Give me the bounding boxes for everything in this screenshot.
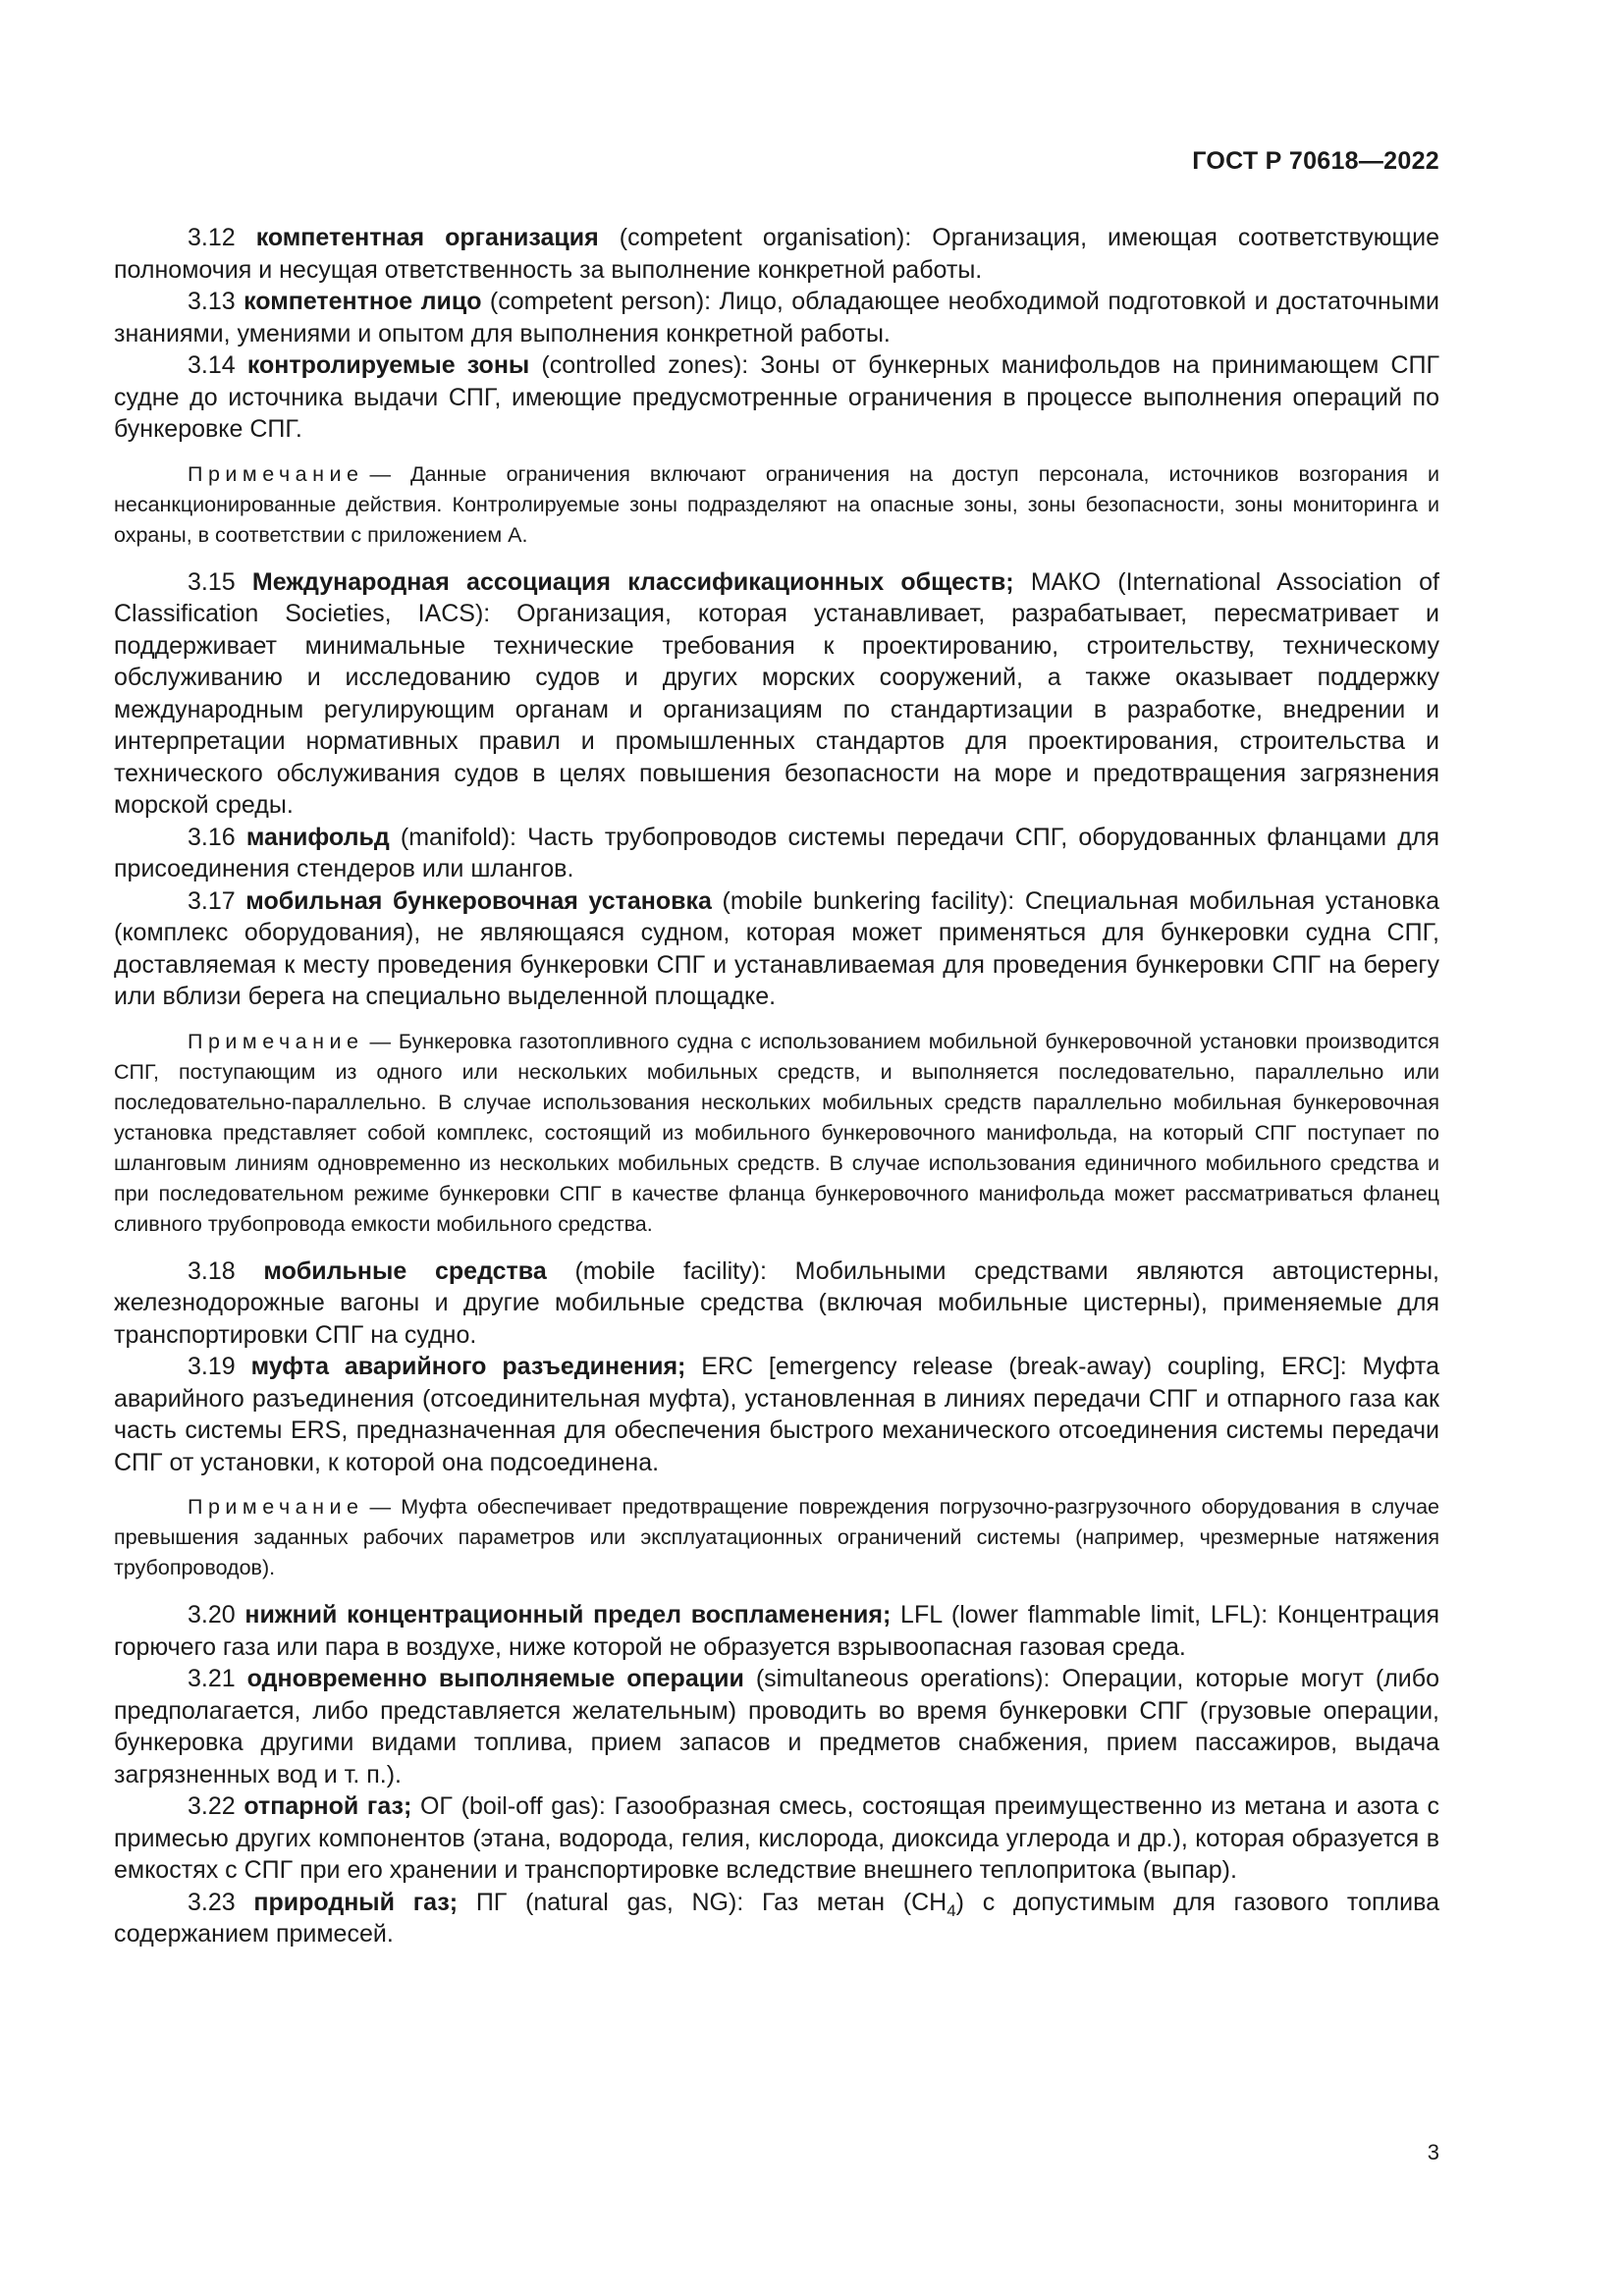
formula-subscript: 4 bbox=[947, 1900, 956, 1920]
term-3-19 bbox=[114, 1351, 1439, 1478]
term-definition: МАКО (International Association of Classification Societies, IACS): Организация, которая устанавливает, разрабатывает, пересматривает и поддерживает минимальные технические требования к проектированию, строительству, техническому обслуживанию и исследованию судов и других морских сооружений, а также оказывает поддержку международным регулирующим органам и организациям по стандартизации в разработке, внедрении и интерпретации нормативных правил и промышленных стандартов для проектирования, строительства и технического обслуживания судов в целях повышения безопасности на море и предотвращения загрязнения морской среды. bbox=[114, 567, 1440, 819]
term-name: компетентная организация bbox=[255, 224, 599, 251]
note-text: — Бункеровка газотопливного судна с использованием мобильной бункеровочной установки производится СПГ, поступающим из одного или нескольких мобильных средств, и выполняется последовательно, параллельно или последовательно-параллельно. В случае использования нескольких мобильных средств параллельно мобильная бункеровочная установка представляет собой комплекс, состоящий из мобильного бункеровочного манифольда, на который СПГ поступает по шланговым линиям одновременно из нескольких мобильных средств. В случае использования единичного мобильного средства и при последовательном режиме бункеровки СПГ в качестве фланца бункеровочного манифольда может рассматриваться фланец сливного трубопровода емкости мобильного средства. bbox=[114, 1029, 1439, 1236]
term-name: контролируемые зоны bbox=[246, 351, 530, 379]
note-label: Примечание bbox=[188, 1495, 364, 1519]
term-3-14 bbox=[114, 349, 1439, 446]
term-number: 3.21 bbox=[188, 1665, 236, 1692]
term-number: 3.20 bbox=[188, 1601, 236, 1629]
term-definition: (simultaneous operations): Операции, которые могут (либо предполагается, либо представляется желательным) проводить во время бункеровки СПГ (грузовые операции, бункеровка другими видами топлива, прием запасов и предметов снабжения, прием пассажиров, выдача загрязненных вод и т. п.). bbox=[114, 1665, 1439, 1789]
note-text: — Данные ограничения включают ограничения на доступ персонала, источников возгорания и несанкционированные действия. Контролируемые зоны подразделяют на опасные зоны, зоны безопасности, зоны мониторинга и охраны, в соответствии с приложением А. bbox=[114, 461, 1439, 547]
term-definition: (mobile bunkering facility): Специальная мобильная установка (комплекс оборудования), не являющаяся судном, которая может применяться для бункеровки судна СПГ, доставляемая к месту проведения бункеровки СПГ и устанавливаемая для проведения бункеровки СПГ на берегу или вблизи берега на специально выделенной площадке. bbox=[114, 886, 1439, 1010]
term-definition: ERC [emergency release (break-away) coupling, ERC]: Муфта аварийного разъединения (отсоединительная муфта), установленная в линиях передачи СПГ и отпарного газа как часть системы ERS, предназначенная для обеспечения быстрого механического отсоединения системы передачи СПГ от установки, к которой она подсоединена. bbox=[114, 1353, 1439, 1476]
term-number: 3.15 bbox=[188, 567, 236, 596]
term-number: 3.22 bbox=[188, 1792, 236, 1820]
note-3-17 bbox=[114, 1027, 1439, 1240]
note-3-19 bbox=[114, 1492, 1439, 1583]
note-label: Примечание bbox=[188, 461, 364, 486]
term-name: природный газ; bbox=[253, 1888, 459, 1916]
term-3-12 bbox=[114, 222, 1439, 286]
term-definition: (manifold): Часть трубопроводов системы передачи СПГ, оборудованных фланцами для присоединения стендеров или шлангов. bbox=[114, 823, 1439, 882]
term-number: 3.17 bbox=[188, 886, 236, 915]
note-text: — Муфта обеспечивает предотвращение повреждения погрузочно-разгрузочного оборудования в случае превышения заданных рабочих параметров или эксплуатационных ограничений системы (например, чрезмерные натяжения трубопроводов). bbox=[114, 1495, 1439, 1579]
document-body bbox=[114, 222, 1439, 1950]
term-name: нижний концентрационный предел воспламенения; bbox=[244, 1601, 892, 1629]
term-name: Международная ассоциация классификационных обществ; bbox=[251, 567, 1014, 596]
term-definition-end: ) с допустимым для газового топлива содержанием примесей. bbox=[114, 1888, 1439, 1948]
term-number: 3.23 bbox=[188, 1888, 236, 1916]
term-3-21 bbox=[114, 1663, 1439, 1790]
term-definition: (competent organisation): Организация, имеющая соответствующие полномочия и несущая ответственность за выполнение конкретной работы. bbox=[114, 224, 1439, 284]
term-number: 3.19 bbox=[188, 1353, 236, 1380]
term-name: мобильная бункеровочная установка bbox=[245, 886, 712, 915]
term-definition: (competent person): Лицо, обладающее необходимой подготовкой и достаточными знаниями, умениями и опытом для выполнения конкретной работы. bbox=[114, 288, 1439, 347]
term-3-22 bbox=[114, 1790, 1439, 1887]
term-name: одновременно выполняемые операции bbox=[246, 1665, 744, 1692]
term-3-23 bbox=[114, 1887, 1439, 1950]
term-number: 3.16 bbox=[188, 823, 236, 851]
term-name: манифольд bbox=[245, 823, 390, 851]
term-name: мобильные средства bbox=[263, 1256, 547, 1285]
term-3-18 bbox=[114, 1255, 1439, 1352]
term-3-20 bbox=[114, 1599, 1439, 1663]
term-3-16 bbox=[114, 822, 1439, 885]
term-name: отпарной газ; bbox=[244, 1792, 412, 1820]
term-number: 3.18 bbox=[188, 1256, 236, 1285]
note-3-14 bbox=[114, 459, 1439, 551]
term-number: 3.12 bbox=[188, 224, 236, 251]
page-number: 3 bbox=[1427, 2140, 1439, 2164]
term-definition: (controlled zones): Зоны от бункерных манифольдов на принимающем СПГ судне до источника выдачи СПГ, имеющие предусмотренные ограничения в процессе выполнения операций по бункеровке СПГ. bbox=[114, 351, 1439, 443]
note-label: Примечание bbox=[188, 1029, 364, 1053]
term-3-17 bbox=[114, 885, 1439, 1013]
term-3-13 bbox=[114, 286, 1439, 349]
term-number: 3.14 bbox=[188, 351, 236, 379]
term-name: компетентное лицо bbox=[244, 288, 482, 315]
term-definition: (mobile facility): Мобильными средствами являются автоцистерны, железнодорожные вагоны и другие мобильные средства (включая мобильные цистерны), применяемые для транспортировки СПГ на судно. bbox=[114, 1256, 1439, 1349]
term-3-15 bbox=[114, 566, 1439, 822]
term-name: муфта аварийного разъединения; bbox=[250, 1353, 686, 1380]
term-definition: LFL (lower flammable limit, LFL): Концентрация горючего газа или пара в воздухе, ниже которой не образуется взрывоопасная газовая среда. bbox=[114, 1601, 1439, 1661]
term-number: 3.13 bbox=[188, 288, 236, 315]
term-definition: ОГ (boil-off gas): Газообразная смесь, состоящая преимущественно из метана и азота с примесью других компонентов (этана, водорода, гелия, кислорода, диоксида углерода и др.), которая образуется в емкостях с СПГ при его хранении и транспортировке вследствие внешнего теплопритока (выпар). bbox=[114, 1792, 1439, 1884]
term-definition: ПГ (natural gas, NG): Газ метан (CH bbox=[458, 1888, 947, 1916]
document-code-header: ГОСТ Р 70618—2022 bbox=[1192, 147, 1439, 175]
